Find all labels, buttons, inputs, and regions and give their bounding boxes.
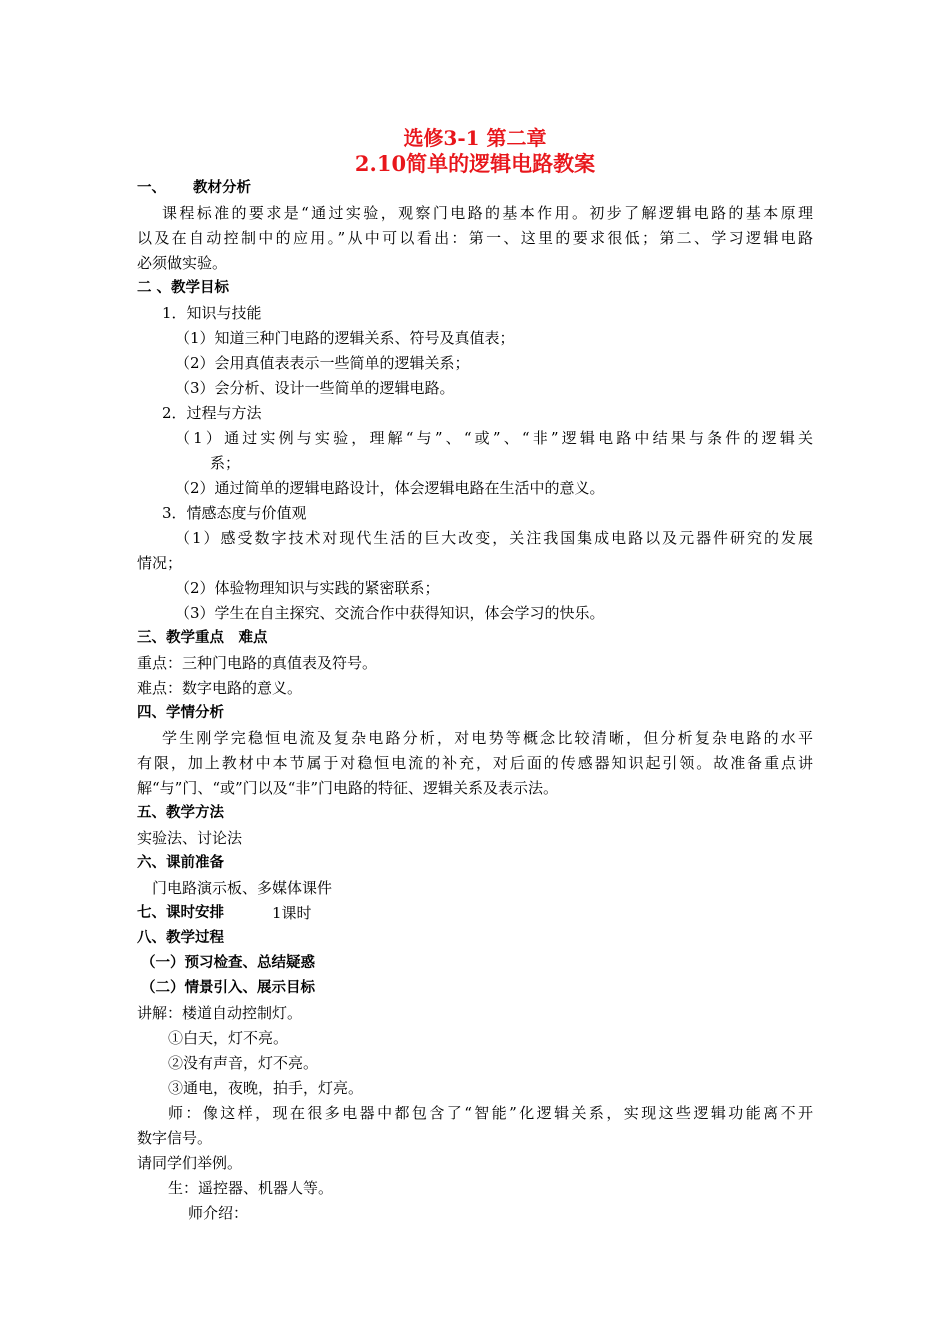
condition-1: ①白天，灯不亮。 [168, 1029, 289, 1047]
knowledge-item-3: （3）会分析、设计一些简单的逻辑电路。 [175, 379, 455, 397]
section4-heading: 四、学情分析 [137, 705, 224, 721]
condition-3: ③通电，夜晚，拍手，灯亮。 [168, 1079, 364, 1097]
section7-heading: 七、课时安排 [137, 905, 224, 921]
process-method-title: 2．过程与方法 [162, 404, 262, 422]
section4-line3: 解“与”门、“或”门以及“非”门电路的特征、逻辑关系及表示法。 [137, 779, 559, 797]
section1-paragraph-line2: 以及在自动控制中的应用。”从中可以看出：第一、这里的要求很低；第二、学习逻辑电路 [137, 229, 813, 247]
teacher-line2: 数字信号。 [137, 1129, 213, 1147]
teacher-line1: 师：像这样，现在很多电器中都包含了“智能”化逻辑关系，实现这些逻辑功能离不开 [168, 1104, 813, 1122]
section8-subheading-2: （二）情景引入、展示目标 [141, 980, 315, 996]
section6-text: 门电路演示板、多媒体课件 [152, 879, 333, 897]
section5-text: 实验法、讨论法 [137, 829, 243, 847]
emotion-item-1-line2: 情况； [137, 554, 183, 572]
emotion-values-title: 3．情感态度与价值观 [162, 504, 307, 522]
doc-title-line2: 2.10简单的逻辑电路教案 [354, 151, 596, 176]
section5-heading: 五、教学方法 [137, 805, 224, 821]
section7-text: 1课时 [272, 904, 312, 922]
process-item-2: （2）通过简单的逻辑电路设计，体会逻辑电路在生活中的意义。 [175, 479, 605, 497]
emotion-item-1-line1: （1）感受数字技术对现代生活的巨大改变，关注我国集成电路以及元器件研究的发展 [175, 529, 813, 547]
section2-heading: 二 、教学目标 [137, 280, 230, 296]
teacher-introduce: 师介绍： [188, 1204, 249, 1222]
process-item-1-line1: （1）通过实例与实验，理解“与”、“或”、“非”逻辑电路中结果与条件的逻辑关 [175, 429, 813, 447]
knowledge-item-2: （2）会用真值表表示一些简单的逻辑关系； [175, 354, 470, 372]
section1-paragraph-line3: 必须做实验。 [137, 254, 228, 272]
emotion-item-2: （2）体验物理知识与实践的紧密联系； [175, 579, 440, 597]
section1-heading-number: 一、 [137, 180, 166, 196]
section1-paragraph-line1: 课程标准的要求是“通过实验，观察门电路的基本作用。初步了解逻辑电路的基本原理 [162, 204, 813, 222]
condition-2: ②没有声音，灯不亮。 [168, 1054, 319, 1072]
section4-line2: 有限，加上教材中本节属于对稳恒电流的补充，对后面的传感器知识起引领。故准备重点讲 [137, 754, 813, 772]
section8-subheading-1: （一）预习检查、总结疑惑 [141, 955, 315, 971]
difficult-point: 难点：数字电路的意义。 [137, 679, 303, 697]
key-point: 重点：三种门电路的真值表及符号。 [137, 654, 378, 672]
section4-line1: 学生刚学完稳恒电流及复杂电路分析，对电势等概念比较清晰，但分析复杂电路的水平 [162, 729, 813, 747]
knowledge-item-1: （1）知道三种门电路的逻辑关系、符号及真值表； [175, 329, 515, 347]
section8-heading: 八、教学过程 [137, 930, 224, 946]
process-item-1-line2: 系； [210, 454, 241, 472]
knowledge-skills-title: 1．知识与技能 [162, 304, 262, 322]
doc-title-line1: 选修3-1 第二章 [403, 126, 547, 150]
ask-examples: 请同学们举例。 [137, 1154, 243, 1172]
section6-heading: 六、课前准备 [137, 855, 224, 871]
section3-heading: 三、教学重点 难点 [137, 630, 268, 646]
section1-heading: 教材分析 [193, 180, 251, 196]
lecture-line: 讲解：楼道自动控制灯。 [137, 1004, 303, 1022]
emotion-item-3: （3）学生在自主探究、交流合作中获得知识，体会学习的快乐。 [175, 604, 605, 622]
student-answer: 生：遥控器、机器人等。 [168, 1179, 334, 1197]
